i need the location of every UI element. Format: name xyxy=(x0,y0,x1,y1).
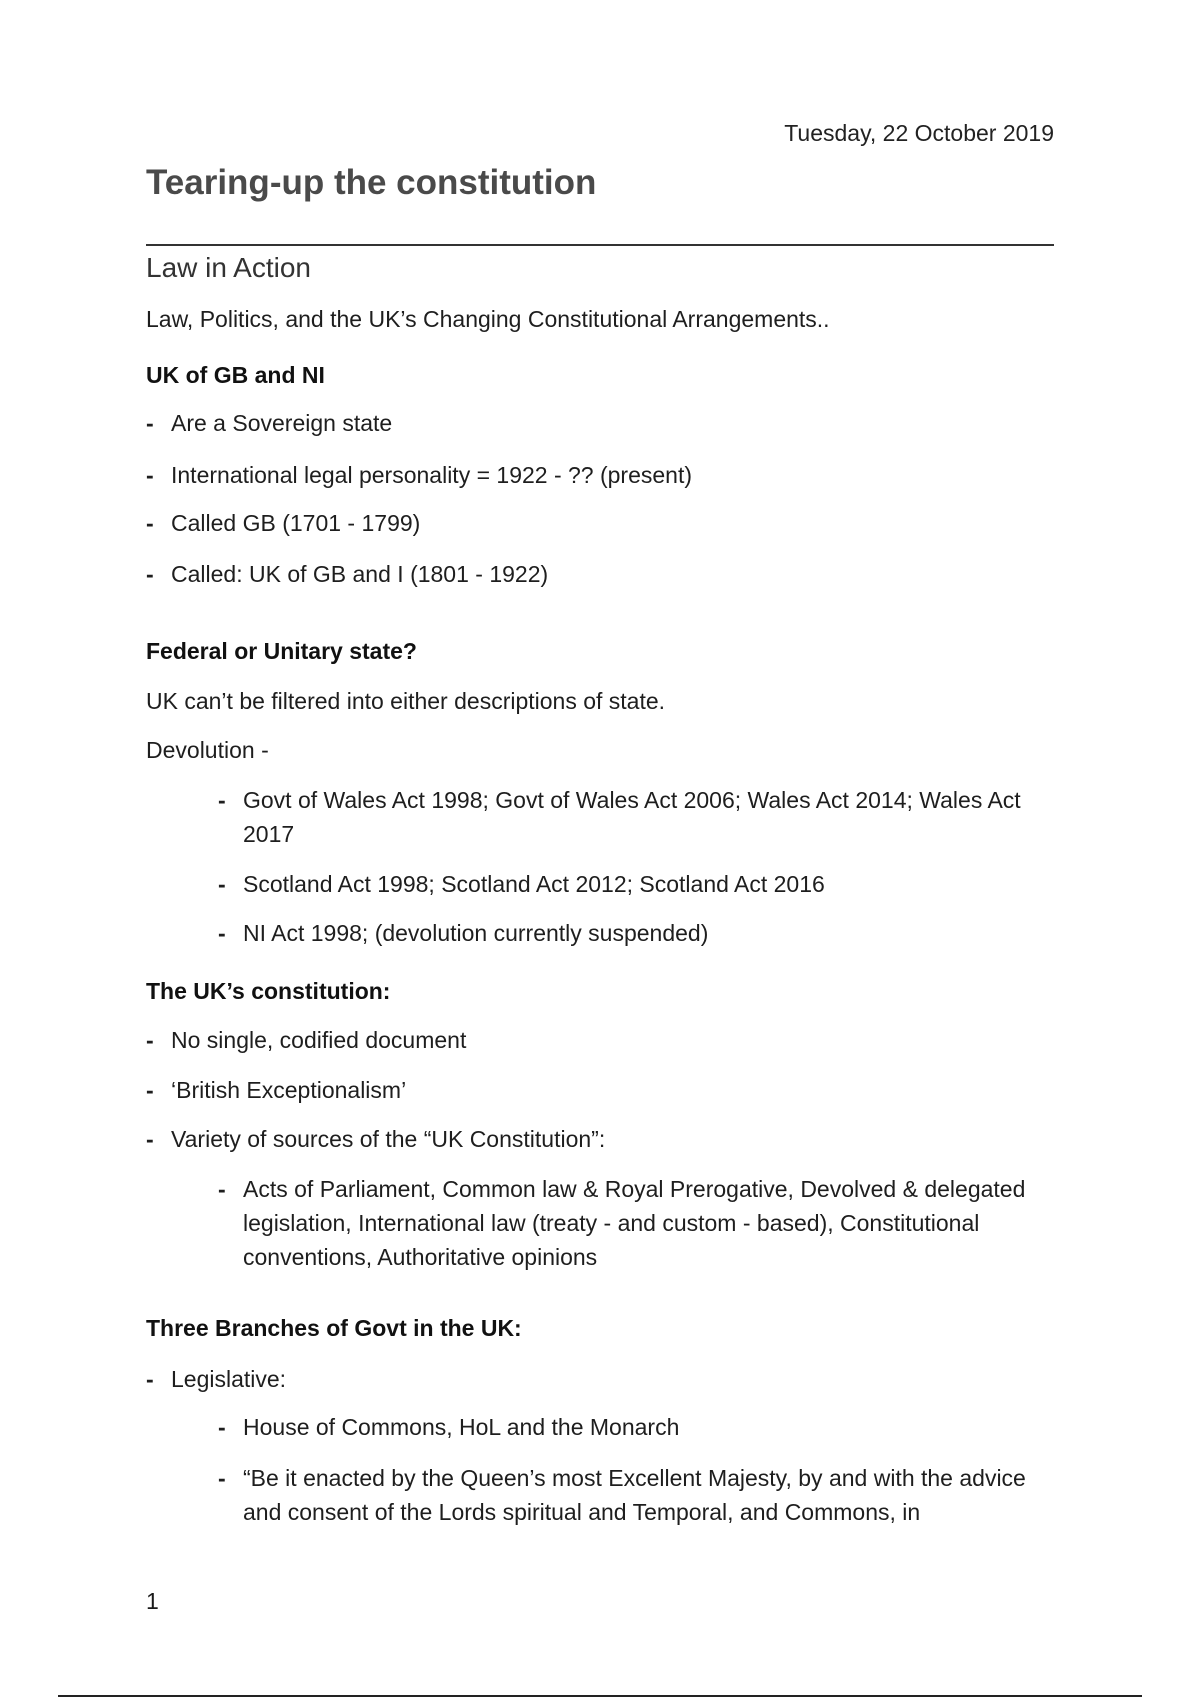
devolution-label: Devolution - xyxy=(146,737,269,763)
list-item: - NI Act 1998; (devolution currently suspended) xyxy=(218,916,1054,950)
list-item: - International legal personality = 1922 - ?? (present) xyxy=(146,458,1054,492)
page-bottom-divider xyxy=(58,1695,1142,1697)
bullet-dash: - xyxy=(146,1027,154,1053)
bullet-dash: - xyxy=(218,1414,226,1440)
section-text: UK can’t be filtered into either descriptions of state. xyxy=(146,688,666,714)
bullet-dash: - xyxy=(218,1465,226,1491)
title-divider xyxy=(146,244,1054,246)
bullet-dash: - xyxy=(218,871,226,897)
list-item: - House of Commons, HoL and the Monarch xyxy=(218,1410,1054,1444)
list-item: - Called GB (1701 - 1799) xyxy=(146,506,1054,540)
list-item: - Variety of sources of the “UK Constitution”: xyxy=(146,1122,1054,1156)
section-heading-constitution: The UK’s constitution: xyxy=(146,978,391,1004)
list-item: - Legislative: xyxy=(146,1362,1054,1396)
list-item: - Called: UK of GB and I (1801 - 1922) xyxy=(146,557,1054,591)
bullet-dash: - xyxy=(218,920,226,946)
intro-text: Law, Politics, and the UK’s Changing Constitutional Arrangements.. xyxy=(146,306,830,332)
section-heading-branches: Three Branches of Govt in the UK: xyxy=(146,1315,522,1341)
bullet-dash: - xyxy=(146,410,154,436)
bullet-dash: - xyxy=(146,561,154,587)
list-item: - Are a Sovereign state xyxy=(146,406,1054,440)
list-item: - No single, codified document xyxy=(146,1023,1054,1057)
bullet-dash: - xyxy=(218,1176,226,1202)
page-title: Tearing-up the constitution xyxy=(146,163,597,202)
list-item: - ‘British Exceptionalism’ xyxy=(146,1073,1054,1107)
section-heading-uk: UK of GB and NI xyxy=(146,362,325,388)
document-date: Tuesday, 22 October 2019 xyxy=(784,120,1054,146)
list-item: - Scotland Act 1998; Scotland Act 2012; Scotland Act 2016 xyxy=(218,867,1054,901)
bullet-dash: - xyxy=(218,787,226,813)
list-item: - Govt of Wales Act 1998; Govt of Wales Act 2006; Wales Act 2014; Wales Act 2017 xyxy=(218,783,1054,851)
bullet-dash: - xyxy=(146,1077,154,1103)
section-heading-federal: Federal or Unitary state? xyxy=(146,638,417,664)
list-item: - Acts of Parliament, Common law & Royal Prerogative, Devolved & delegated legislation, International law (treaty - and custom - based), Constitutional conventions, Authoritative opinions xyxy=(218,1172,1054,1274)
bullet-dash: - xyxy=(146,1366,154,1392)
page-subtitle: Law in Action xyxy=(146,252,311,283)
list-item: - “Be it enacted by the Queen’s most Excellent Majesty, by and with the advice and consent of the Lords spiritual and Temporal, and Commons, in xyxy=(218,1461,1054,1529)
bullet-dash: - xyxy=(146,510,154,536)
bullet-dash: - xyxy=(146,462,154,488)
page-number: 1 xyxy=(146,1588,159,1614)
bullet-dash: - xyxy=(146,1126,154,1152)
